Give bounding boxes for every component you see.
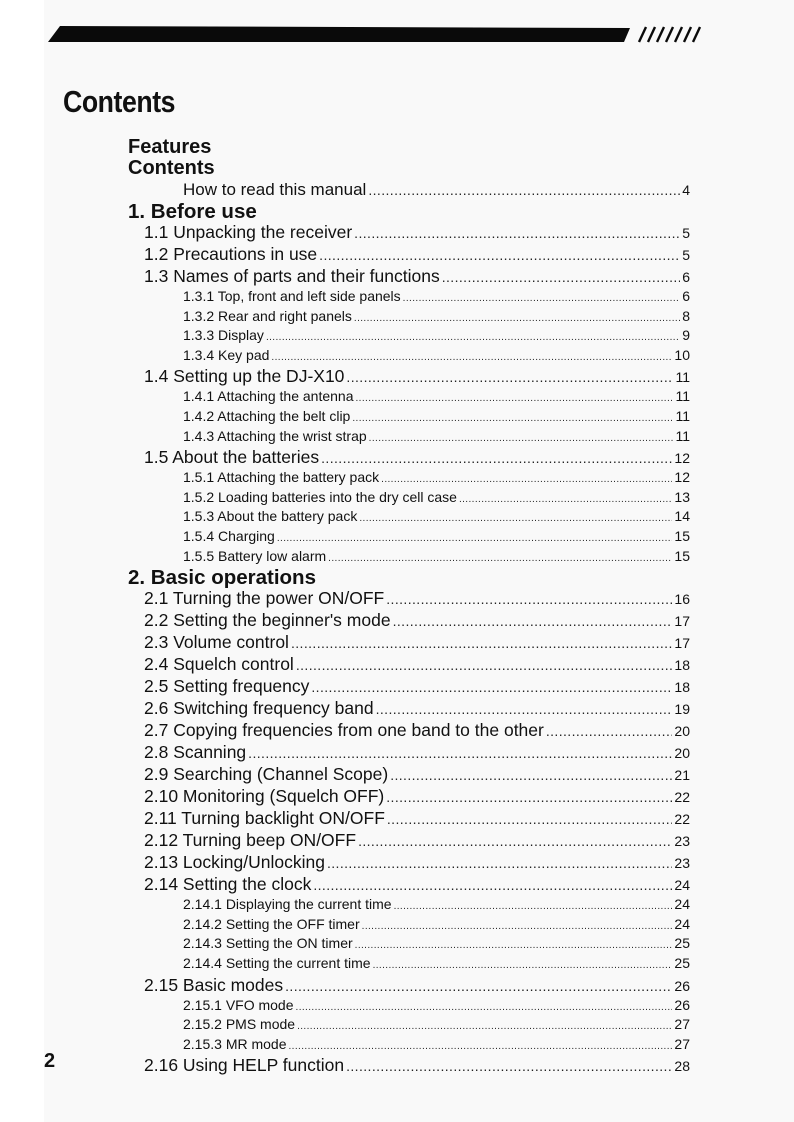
dot-leader — [362, 918, 673, 936]
toc-entry-label: 2.14.4 Setting the current time — [183, 954, 371, 971]
dot-leader — [390, 765, 672, 786]
toc-entry-page: 25 — [674, 935, 690, 952]
toc-entry-page: 11 — [675, 388, 690, 405]
dot-leader — [321, 448, 672, 469]
toc-entry-page: 19 — [674, 701, 690, 718]
toc-entry-page: 18 — [674, 679, 690, 696]
toc-section-entry[interactable] — [128, 720, 690, 742]
toc-section-entry[interactable] — [128, 447, 690, 469]
dot-leader — [311, 677, 672, 698]
toc-subsection-entry[interactable] — [128, 288, 690, 308]
toc-entry-page: 23 — [674, 833, 690, 850]
dot-leader — [285, 976, 672, 997]
dot-leader — [373, 957, 673, 975]
toc-section-entry[interactable] — [128, 852, 690, 874]
toc-entry-label: 2.1 Turning the power ON/OFF — [144, 588, 385, 609]
dot-leader — [354, 223, 680, 244]
dot-leader — [313, 875, 672, 896]
toc-entry-label: 1.3.4 Key pad — [183, 346, 270, 363]
toc-entry-label: 2.10 Monitoring (Squelch OFF) — [144, 786, 385, 807]
toc-entry-preface[interactable] — [128, 179, 690, 201]
toc-entry-label: 2.11 Turning backlight ON/OFF — [144, 808, 385, 829]
toc-entry-label: 2.3 Volume control — [144, 632, 289, 653]
dot-leader — [271, 349, 672, 367]
toc-section-entry[interactable] — [128, 244, 690, 266]
dot-leader — [387, 809, 673, 830]
toc-entry-page: 27 — [674, 1035, 690, 1052]
toc-entry-label: 2.5 Setting frequency — [144, 676, 310, 697]
toc-entry-label: 2.14 Setting the clock — [144, 874, 312, 895]
toc-entry-page: 6 — [682, 288, 690, 304]
dot-leader — [319, 245, 680, 266]
toc-entry-label: 1.5 About the batteries — [144, 447, 320, 468]
dot-leader — [358, 831, 672, 852]
toc-entry-page: 27 — [674, 1016, 690, 1033]
toc-entry-label: 2.4 Squelch control — [144, 654, 294, 675]
toc-entry-label: 1.1 Unpacking the receiver — [144, 222, 353, 242]
toc-entry-page: 15 — [674, 547, 690, 564]
toc-entry-page: 15 — [674, 527, 690, 544]
toc-entry-page: 17 — [674, 613, 690, 630]
toc-subsection-entry[interactable] — [128, 1016, 690, 1036]
toc-entry-page: 12 — [674, 450, 690, 467]
toc-entry-page: 22 — [674, 811, 690, 828]
dot-leader — [327, 853, 672, 874]
toc-section-entry[interactable] — [128, 588, 690, 610]
toc-section-entry[interactable] — [128, 610, 690, 632]
toc-entry-label: 2.15.1 VFO mode — [183, 996, 294, 1013]
toc-section-entry[interactable] — [128, 808, 690, 830]
toc-entry-label: 2.15 Basic modes — [144, 974, 284, 995]
toc-section-entry[interactable] — [128, 632, 690, 654]
toc-entry-page: 26 — [674, 977, 690, 994]
toc-entry-label: 1.3.2 Rear and right panels — [183, 307, 352, 324]
toc-entry-label: 1.5.4 Charging — [183, 527, 275, 544]
toc-entry-page: 12 — [674, 469, 690, 486]
toc-entry-label: 1.5.1 Attaching the battery pack — [183, 469, 380, 486]
toc-entry-label: 2.12 Turning beep ON/OFF — [144, 830, 357, 851]
toc-subsection-entry[interactable] — [128, 935, 690, 955]
dot-leader — [546, 721, 673, 742]
dot-leader — [296, 655, 673, 676]
toc-entry-page: 23 — [674, 855, 690, 872]
table-of-contents — [128, 137, 690, 1077]
toc-entry-label: 2.15.2 PMS mode — [183, 1016, 296, 1033]
toc-section-entry[interactable] — [128, 742, 690, 764]
toc-entry-page: 5 — [682, 247, 690, 263]
toc-entry-page: 8 — [682, 307, 690, 324]
dot-leader — [381, 471, 672, 489]
dot-leader — [296, 999, 673, 1017]
dot-leader — [403, 290, 681, 308]
toc-entry-page: 4 — [682, 182, 690, 198]
toc-entry-label: 1.4 Setting up the DJ-X10 — [144, 366, 345, 387]
toc-entry-label: 2.14.3 Setting the ON timer — [183, 935, 353, 952]
dot-leader — [297, 1018, 672, 1036]
page-title: Contents — [63, 84, 176, 119]
toc-subsection-entry[interactable] — [128, 469, 690, 489]
toc-entry-page: 6 — [682, 269, 690, 285]
toc-entry-label: 1.5.5 Battery low alarm — [183, 547, 327, 564]
toc-entry-page: 24 — [674, 877, 690, 894]
toc-section-entry[interactable] — [128, 975, 690, 997]
toc-subsection-entry[interactable] — [128, 408, 690, 428]
toc-subsection-entry[interactable] — [128, 489, 690, 509]
toc-chapter-title[interactable]: 1. Before use — [128, 200, 257, 223]
toc-entry-label: 1.4.1 Attaching the antenna — [183, 388, 354, 405]
dot-leader — [266, 329, 680, 347]
toc-entry-page: 17 — [674, 635, 690, 652]
dot-leader — [386, 589, 672, 610]
toc-section-entry[interactable] — [128, 1055, 690, 1077]
toc-section-entry[interactable] — [128, 266, 690, 288]
dot-leader — [369, 430, 674, 448]
dot-leader — [368, 180, 680, 201]
dot-leader — [394, 898, 673, 916]
toc-entry-label: 2.14.1 Displaying the current time — [183, 896, 392, 913]
dot-leader — [386, 787, 672, 808]
toc-section-entry[interactable] — [128, 654, 690, 676]
dot-leader — [376, 699, 673, 720]
toc-subsection-entry[interactable] — [128, 388, 690, 408]
toc-entry-label: How to read this manual — [183, 180, 367, 199]
toc-subsection-entry[interactable] — [128, 428, 690, 448]
dot-leader — [352, 410, 673, 428]
toc-entry-label: 2.8 Scanning — [144, 742, 247, 763]
toc-section-entry[interactable] — [128, 830, 690, 852]
dot-leader — [346, 367, 673, 388]
toc-entry-label: 2.7 Copying frequencies from one band to the other — [144, 720, 544, 741]
toc-entry-page: 22 — [674, 789, 690, 806]
toc-entry-page: 18 — [674, 657, 690, 674]
toc-entry-page: 28 — [674, 1058, 690, 1075]
toc-entry-label: 1.2 Precautions in use — [144, 244, 318, 264]
toc-subsection-entry[interactable] — [128, 997, 690, 1017]
toc-entry-label: 2.14.2 Setting the OFF timer — [183, 915, 360, 932]
toc-entry-label: 2.13 Locking/Unlocking — [144, 852, 325, 873]
dot-leader — [459, 491, 672, 509]
dot-leader — [442, 267, 680, 288]
toc-entry-label: 2.16 Using HELP function — [144, 1055, 345, 1076]
dot-leader — [248, 743, 672, 764]
page-number: 2 — [44, 1050, 56, 1072]
toc-section-entry[interactable] — [128, 786, 690, 808]
toc-entry-label: 2.2 Setting the beginner's mode — [144, 610, 391, 631]
dot-leader — [355, 390, 673, 408]
toc-section-entry[interactable] — [128, 874, 690, 896]
toc-subsection-entry[interactable] — [128, 955, 690, 975]
header-stripe — [48, 24, 708, 44]
toc-subsection-entry[interactable] — [128, 916, 690, 936]
toc-entry-label: 1.3.1 Top, front and left side panels — [183, 288, 401, 304]
toc-entry-page: 11 — [675, 369, 690, 386]
toc-entry-label: 2.9 Searching (Channel Scope) — [144, 764, 389, 785]
toc-heading-features: Features — [128, 136, 212, 158]
toc-entry-page: 13 — [674, 488, 690, 505]
toc-entry-label: 1.5.2 Loading batteries into the dry cell case — [183, 488, 457, 505]
dot-leader — [346, 1056, 672, 1077]
toc-entry-page: 24 — [674, 896, 690, 913]
toc-entry-page: 10 — [674, 346, 690, 363]
toc-entry-label: 2.6 Switching frequency band — [144, 698, 374, 719]
toc-section-entry[interactable] — [128, 366, 690, 388]
toc-entry-page: 26 — [674, 996, 690, 1013]
toc-entry-page: 5 — [682, 225, 690, 241]
toc-section-entry[interactable] — [128, 222, 690, 244]
toc-entry-label: 2.15.3 MR mode — [183, 1035, 287, 1052]
toc-entry-label: 1.5.3 About the battery pack — [183, 508, 358, 525]
toc-chapter-title[interactable]: 2. Basic operations — [128, 566, 316, 590]
toc-subsection-entry[interactable] — [128, 528, 690, 548]
toc-section-entry[interactable] — [128, 698, 690, 720]
dot-leader — [359, 510, 672, 528]
toc-subsection-entry[interactable] — [128, 327, 690, 347]
toc-subsection-entry[interactable] — [128, 308, 690, 328]
dot-leader — [355, 937, 673, 955]
toc-entry-label: 1.3 Names of parts and their functions — [144, 266, 440, 286]
toc-entry-page: 24 — [674, 915, 690, 932]
toc-entry-page: 11 — [675, 407, 690, 424]
dot-leader — [289, 1038, 673, 1056]
toc-heading-contents: Contents — [128, 157, 215, 179]
dot-leader — [328, 550, 672, 568]
toc-entry-label: 1.4.3 Attaching the wrist strap — [183, 427, 367, 444]
toc-entry-label: 1.3.3 Display — [183, 327, 264, 344]
toc-subsection-entry[interactable] — [128, 347, 690, 367]
toc-subsection-entry[interactable] — [128, 896, 690, 916]
toc-subsection-entry[interactable] — [128, 1036, 690, 1056]
toc-entry-page: 20 — [674, 723, 690, 740]
toc-entry-page: 9 — [682, 327, 690, 344]
dot-leader — [354, 310, 680, 328]
dot-leader — [393, 611, 673, 632]
toc-entry-page: 14 — [674, 508, 690, 525]
toc-subsection-entry[interactable] — [128, 548, 690, 568]
toc-entry-label: 1.4.2 Attaching the belt clip — [183, 407, 351, 424]
toc-entry-page: 16 — [674, 591, 690, 608]
toc-section-entry[interactable] — [128, 764, 690, 786]
toc-section-entry[interactable] — [128, 676, 690, 698]
dot-leader — [277, 530, 673, 548]
toc-subsection-entry[interactable] — [128, 508, 690, 528]
dot-leader — [291, 633, 672, 654]
toc-entry-page: 25 — [674, 954, 690, 971]
toc-entry-page: 21 — [674, 767, 690, 784]
toc-entry-page: 11 — [675, 427, 690, 444]
toc-entry-page: 20 — [674, 745, 690, 762]
